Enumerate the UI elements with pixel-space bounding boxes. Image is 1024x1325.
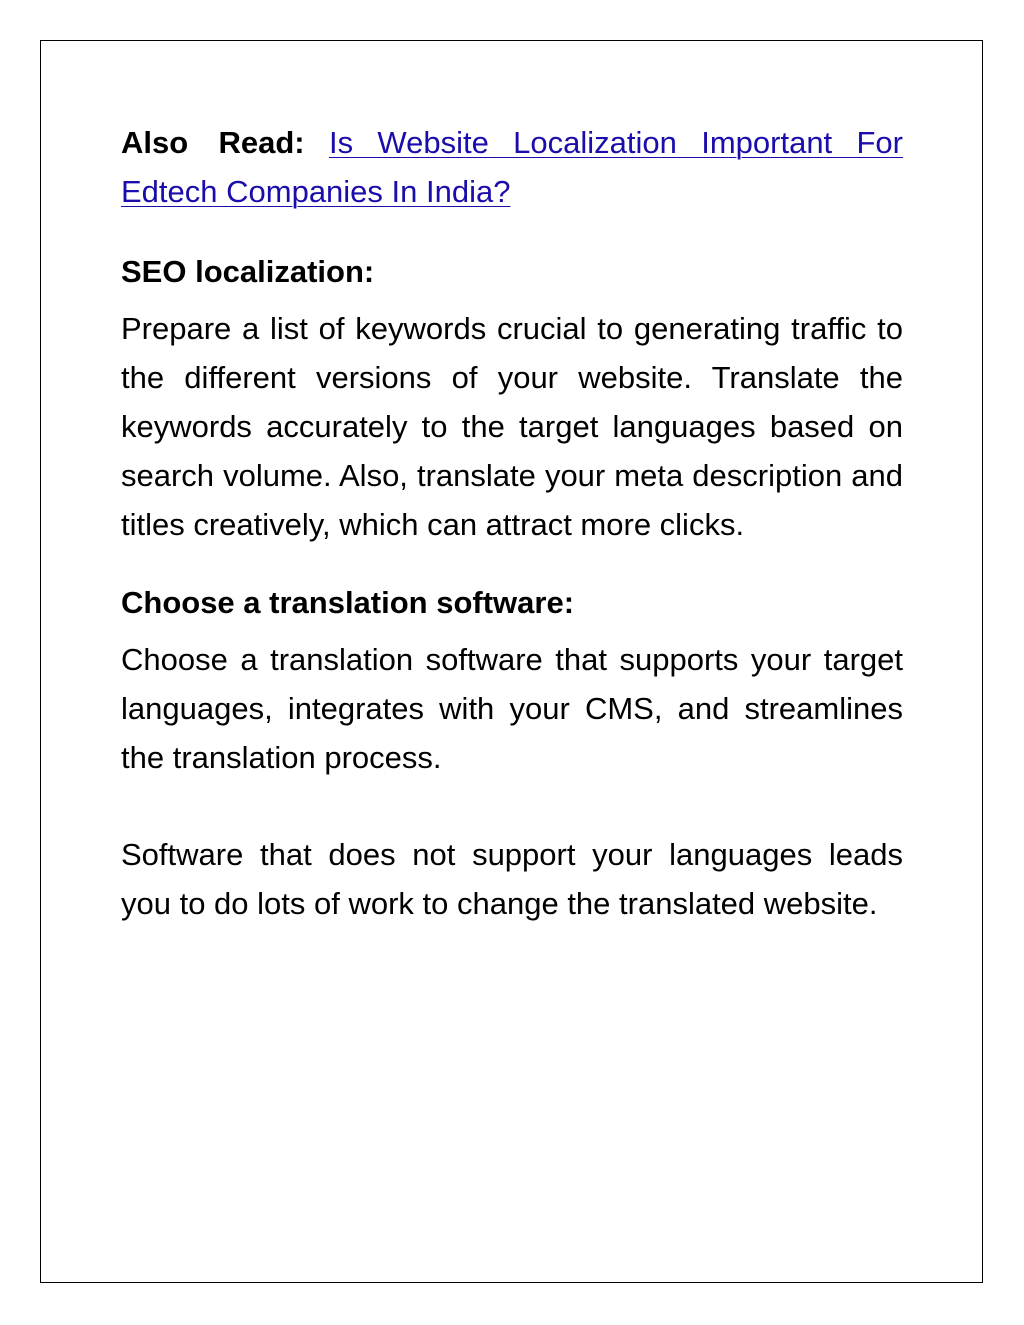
section-heading-seo-localization: SEO localization:: [121, 254, 375, 289]
document-body: [121, 118, 903, 928]
paragraph-unsupported-software: Software that does not support your languages leads you to do lots of work to change the translated website.: [121, 837, 903, 921]
paragraph-spacer: [121, 782, 903, 830]
also-read-label: Also Read:: [121, 125, 305, 160]
paragraph-seo-localization: Prepare a list of keywords crucial to generating traffic to the different versions of your website. Translate the keywords accurately to the target languages based on search volume. Also, translate your meta description and titles creatively, which can attract more clicks.: [121, 311, 903, 542]
section-heading-choose-software: Choose a translation software:: [121, 585, 575, 620]
paragraph-choose-software: Choose a translation software that supports your target languages, integrates with your CMS, and streamlines the translation process.: [121, 642, 903, 775]
also-read-link[interactable]: Is Website Localization Important For Edtech Companies In India?: [121, 125, 904, 209]
also-read-line: [121, 118, 903, 216]
